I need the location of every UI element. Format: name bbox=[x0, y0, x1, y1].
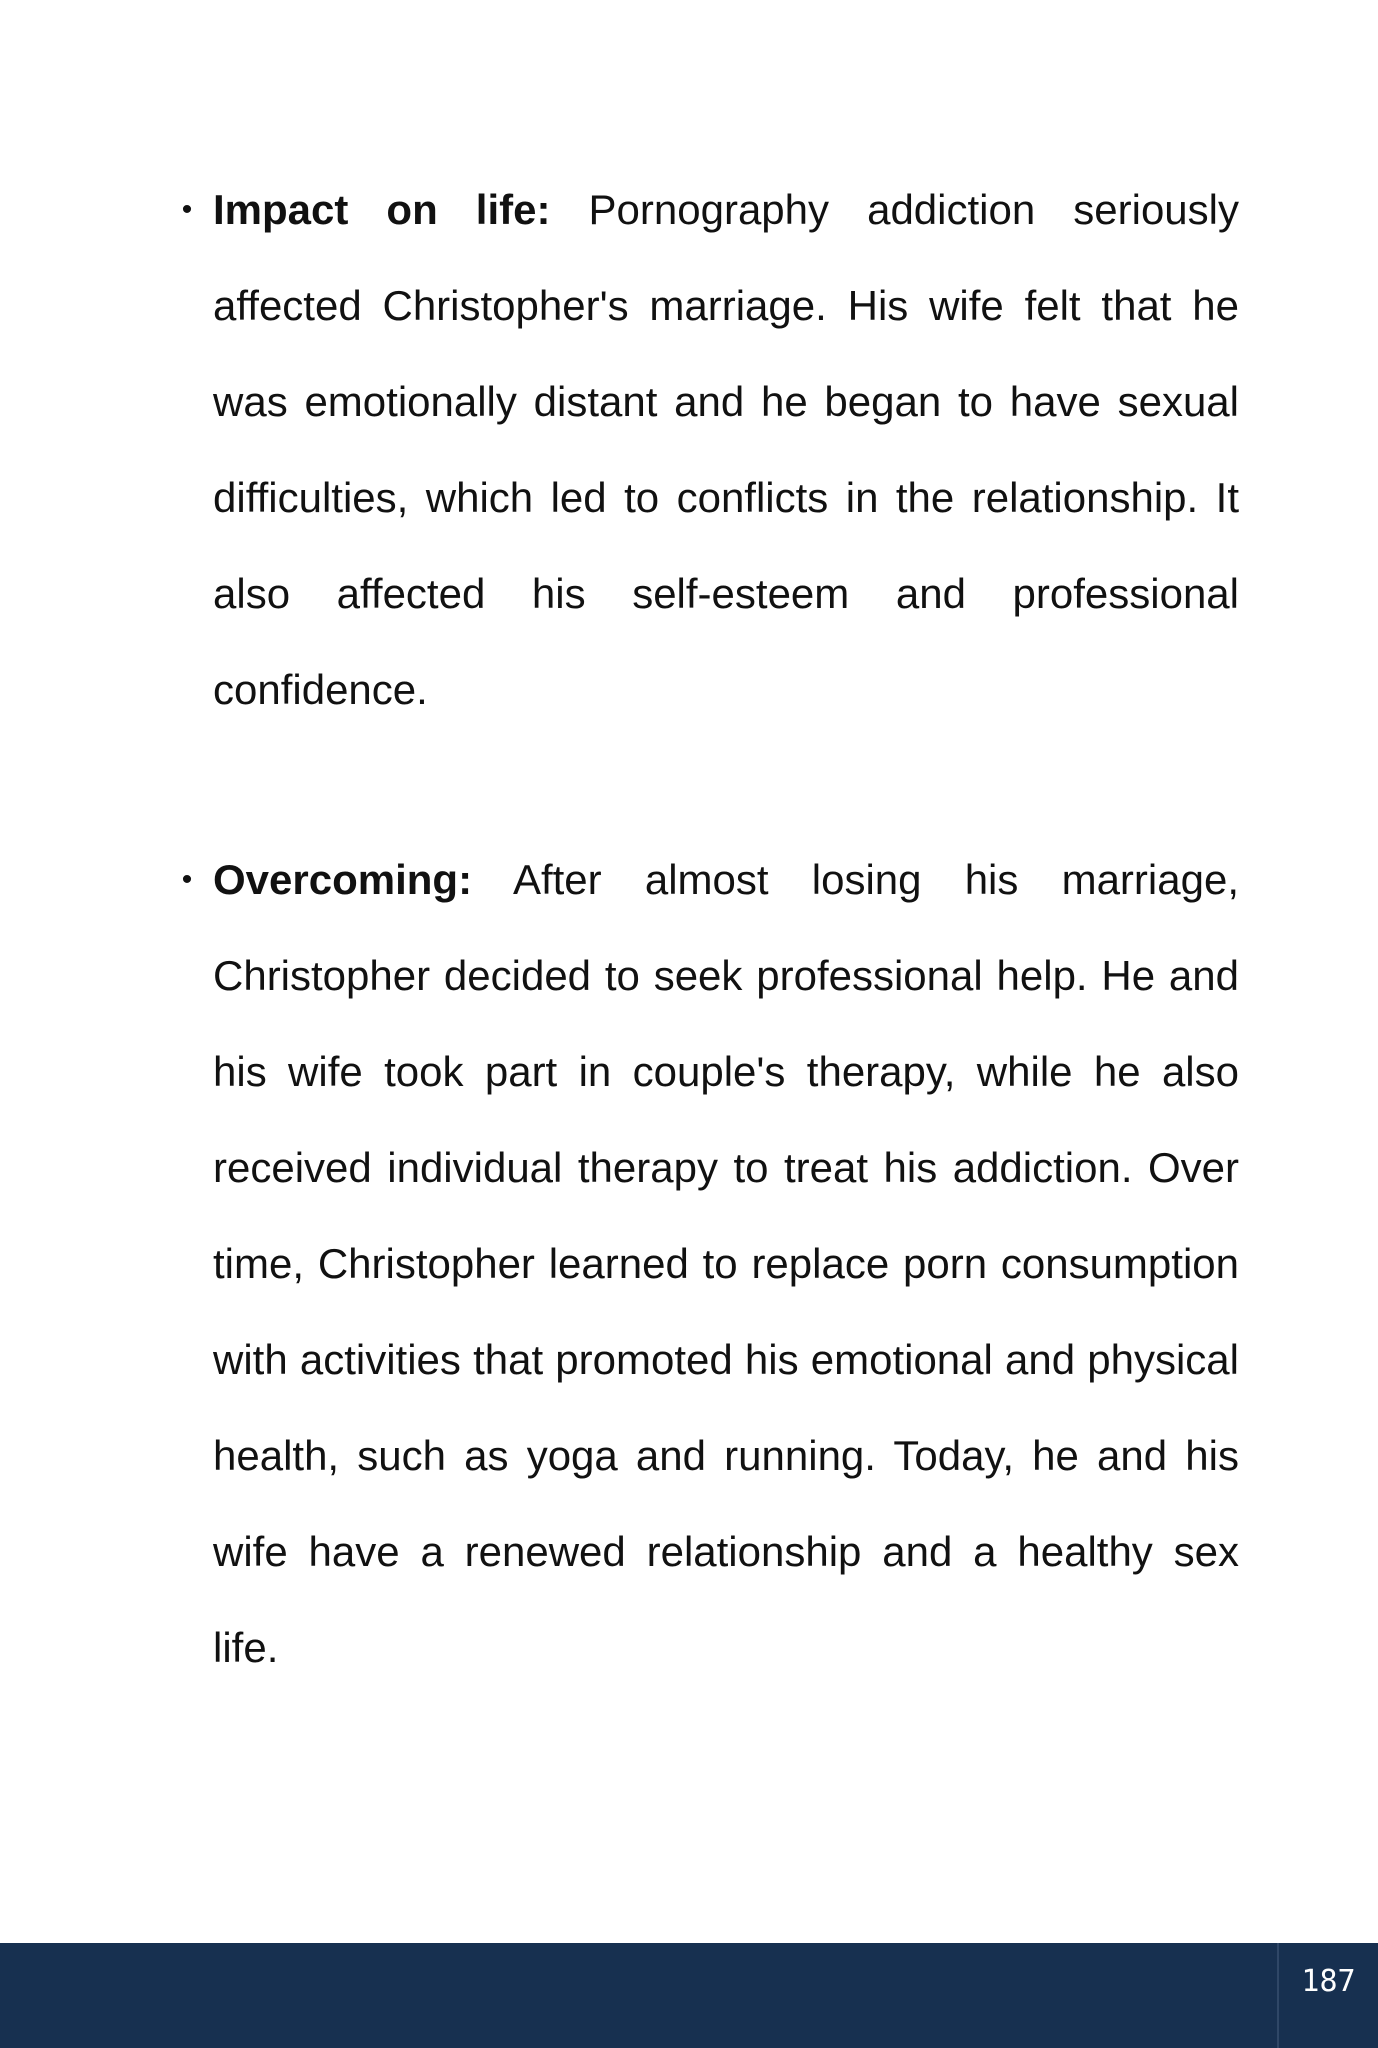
bullet-heading: Impact on life: bbox=[213, 186, 551, 233]
bullet-text: Pornography addiction seriously affected Christopher's marriage. His wife felt that he was emotionally distant and he began to have sexual difficulties, which led to conflicts in the relationship. It also affected his self-esteem and professional confidence. bbox=[213, 186, 1239, 713]
bullet-heading: Overcoming: bbox=[213, 856, 473, 903]
bullet-overcoming bbox=[181, 832, 1239, 1696]
bullet-text: After almost losing his marriage, Christopher decided to seek professional help. He and his wife took part in couple's therapy, while he also received individual therapy to treat his addiction. Over time, Christopher learned to replace porn consumption with activities that promoted his emotional and physical health, such as yoga and running. Today, he and his wife have a renewed relationship and a healthy sex life. bbox=[213, 856, 1239, 1671]
bullet-impact-on-life bbox=[181, 162, 1239, 738]
footer-bar bbox=[0, 1943, 1378, 2048]
bullet-dot-icon: • bbox=[181, 193, 193, 226]
page-number: 187 bbox=[1301, 1964, 1356, 1999]
bullet-dot-icon: • bbox=[181, 863, 193, 896]
